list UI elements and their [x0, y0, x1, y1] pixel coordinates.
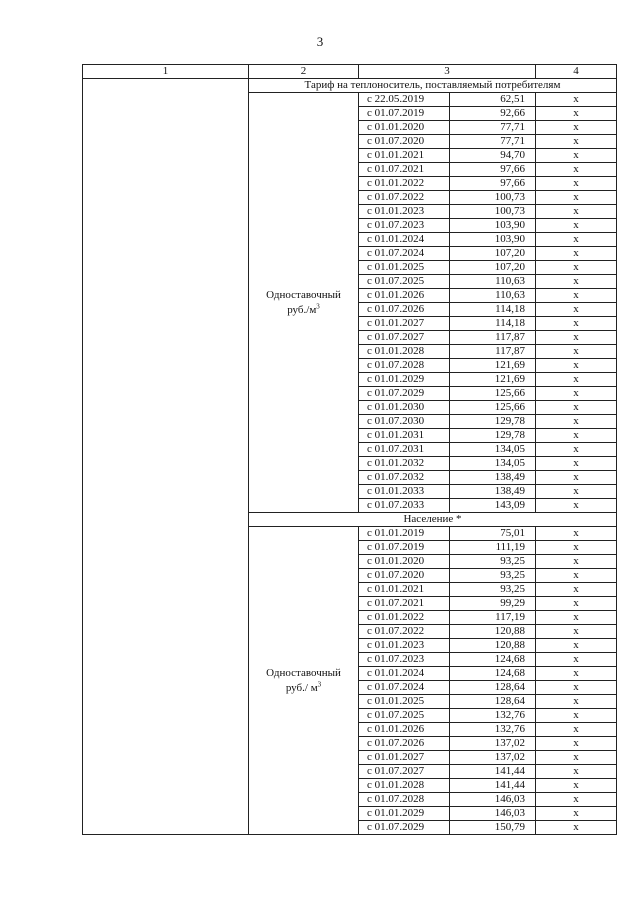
- value-cell: 128,64: [450, 681, 536, 695]
- mark-cell: x: [536, 709, 617, 723]
- mark-cell: x: [536, 219, 617, 233]
- mark-cell: x: [536, 345, 617, 359]
- value-cell: 103,90: [450, 219, 536, 233]
- value-cell: 97,66: [450, 177, 536, 191]
- mark-cell: x: [536, 429, 617, 443]
- date-cell: с 01.07.2032: [359, 471, 450, 485]
- value-cell: 132,76: [450, 723, 536, 737]
- date-cell: с 01.07.2033: [359, 499, 450, 513]
- value-cell: 138,49: [450, 471, 536, 485]
- value-cell: 114,18: [450, 303, 536, 317]
- value-cell: 134,05: [450, 443, 536, 457]
- date-cell: с 01.01.2028: [359, 345, 450, 359]
- date-cell: с 01.07.2020: [359, 569, 450, 583]
- mark-cell: x: [536, 779, 617, 793]
- section-title: Население *: [249, 513, 617, 527]
- date-cell: с 01.01.2027: [359, 317, 450, 331]
- value-cell: 93,25: [450, 555, 536, 569]
- mark-cell: x: [536, 177, 617, 191]
- value-cell: 121,69: [450, 373, 536, 387]
- value-cell: 137,02: [450, 751, 536, 765]
- value-cell: 77,71: [450, 121, 536, 135]
- mark-cell: x: [536, 723, 617, 737]
- tariff-table: [82, 64, 617, 835]
- mark-cell: x: [536, 471, 617, 485]
- value-cell: 129,78: [450, 415, 536, 429]
- mark-cell: x: [536, 793, 617, 807]
- date-cell: с 01.07.2023: [359, 653, 450, 667]
- value-cell: 103,90: [450, 233, 536, 247]
- mark-cell: x: [536, 653, 617, 667]
- section-title-row: [83, 79, 617, 93]
- date-cell: с 01.01.2021: [359, 149, 450, 163]
- unit-superscript: 3: [317, 679, 322, 688]
- value-cell: 143,09: [450, 499, 536, 513]
- mark-cell: x: [536, 373, 617, 387]
- date-cell: с 01.01.2026: [359, 723, 450, 737]
- date-cell: с 01.01.2023: [359, 205, 450, 219]
- mark-cell: x: [536, 121, 617, 135]
- mark-cell: x: [536, 317, 617, 331]
- value-cell: 141,44: [450, 765, 536, 779]
- value-cell: 138,49: [450, 485, 536, 499]
- date-cell: с 01.01.2025: [359, 261, 450, 275]
- value-cell: 150,79: [450, 821, 536, 835]
- date-cell: с 01.01.2027: [359, 751, 450, 765]
- mark-cell: x: [536, 639, 617, 653]
- date-cell: с 01.01.2031: [359, 429, 450, 443]
- value-cell: 125,66: [450, 401, 536, 415]
- unit-type-label: Одноставочный: [266, 288, 341, 301]
- mark-cell: x: [536, 387, 617, 401]
- unit-measure-text: руб./ м: [285, 681, 318, 694]
- mark-cell: x: [536, 597, 617, 611]
- header-col-3: 3: [359, 65, 536, 79]
- value-cell: 94,70: [450, 149, 536, 163]
- mark-cell: x: [536, 485, 617, 499]
- mark-cell: x: [536, 569, 617, 583]
- value-cell: 146,03: [450, 807, 536, 821]
- page-number: 3: [316, 34, 324, 49]
- value-cell: 62,51: [450, 93, 536, 107]
- date-cell: с 01.01.2021: [359, 583, 450, 597]
- date-cell: с 01.01.2025: [359, 695, 450, 709]
- mark-cell: x: [536, 625, 617, 639]
- mark-cell: x: [536, 611, 617, 625]
- value-cell: 93,25: [450, 583, 536, 597]
- date-cell: с 01.01.2029: [359, 373, 450, 387]
- mark-cell: x: [536, 261, 617, 275]
- value-cell: 107,20: [450, 247, 536, 261]
- mark-cell: x: [536, 415, 617, 429]
- unit-cell: [249, 93, 359, 513]
- value-cell: 117,87: [450, 331, 536, 345]
- date-cell: с 01.07.2019: [359, 107, 450, 121]
- mark-cell: x: [536, 163, 617, 177]
- mark-cell: x: [536, 583, 617, 597]
- value-cell: 121,69: [450, 359, 536, 373]
- date-cell: с 22.05.2019: [359, 93, 450, 107]
- date-cell: с 01.07.2031: [359, 443, 450, 457]
- date-cell: с 01.01.2019: [359, 527, 450, 541]
- date-cell: с 01.01.2032: [359, 457, 450, 471]
- date-cell: с 01.01.2020: [359, 555, 450, 569]
- value-cell: 124,68: [450, 653, 536, 667]
- column-1-cell: [83, 79, 249, 835]
- mark-cell: x: [536, 681, 617, 695]
- mark-cell: x: [536, 205, 617, 219]
- mark-cell: x: [536, 807, 617, 821]
- value-cell: 146,03: [450, 793, 536, 807]
- value-cell: 117,19: [450, 611, 536, 625]
- mark-cell: x: [536, 191, 617, 205]
- value-cell: 77,71: [450, 135, 536, 149]
- mark-cell: x: [536, 149, 617, 163]
- date-cell: с 01.07.2028: [359, 793, 450, 807]
- section-title: Тариф на теплоноситель, поставляемый потребителям: [249, 79, 617, 93]
- date-cell: с 01.07.2029: [359, 387, 450, 401]
- date-cell: с 01.01.2024: [359, 667, 450, 681]
- value-cell: 110,63: [450, 275, 536, 289]
- date-cell: с 01.07.2027: [359, 765, 450, 779]
- unit-type-label: Одноставочный: [266, 666, 341, 679]
- date-cell: с 01.01.2026: [359, 289, 450, 303]
- mark-cell: x: [536, 765, 617, 779]
- mark-cell: x: [536, 247, 617, 261]
- value-cell: 125,66: [450, 387, 536, 401]
- date-cell: с 01.01.2030: [359, 401, 450, 415]
- date-cell: с 01.01.2033: [359, 485, 450, 499]
- mark-cell: x: [536, 107, 617, 121]
- mark-cell: x: [536, 821, 617, 835]
- date-cell: с 01.07.2025: [359, 275, 450, 289]
- value-cell: 114,18: [450, 317, 536, 331]
- date-cell: с 01.07.2026: [359, 303, 450, 317]
- value-cell: 93,25: [450, 569, 536, 583]
- header-row: [83, 65, 617, 79]
- mark-cell: x: [536, 527, 617, 541]
- unit-measure-label: [249, 681, 358, 696]
- value-cell: 100,73: [450, 205, 536, 219]
- mark-cell: x: [536, 303, 617, 317]
- value-cell: 100,73: [450, 191, 536, 205]
- header-col-2: 2: [249, 65, 359, 79]
- mark-cell: x: [536, 275, 617, 289]
- mark-cell: x: [536, 555, 617, 569]
- date-cell: с 01.01.2028: [359, 779, 450, 793]
- date-cell: с 01.01.2023: [359, 639, 450, 653]
- mark-cell: x: [536, 401, 617, 415]
- value-cell: 128,64: [450, 695, 536, 709]
- date-cell: с 01.07.2024: [359, 247, 450, 261]
- mark-cell: x: [536, 737, 617, 751]
- mark-cell: x: [536, 289, 617, 303]
- mark-cell: x: [536, 135, 617, 149]
- mark-cell: x: [536, 93, 617, 107]
- mark-cell: x: [536, 233, 617, 247]
- date-cell: с 01.07.2023: [359, 219, 450, 233]
- date-cell: с 01.07.2024: [359, 681, 450, 695]
- value-cell: 134,05: [450, 457, 536, 471]
- mark-cell: x: [536, 541, 617, 555]
- value-cell: 120,88: [450, 625, 536, 639]
- value-cell: 75,01: [450, 527, 536, 541]
- header-col-4: 4: [536, 65, 617, 79]
- date-cell: с 01.07.2030: [359, 415, 450, 429]
- value-cell: 110,63: [450, 289, 536, 303]
- date-cell: с 01.07.2027: [359, 331, 450, 345]
- value-cell: 129,78: [450, 429, 536, 443]
- mark-cell: x: [536, 499, 617, 513]
- value-cell: 132,76: [450, 709, 536, 723]
- date-cell: с 01.07.2021: [359, 597, 450, 611]
- unit-cell: [249, 527, 359, 835]
- date-cell: с 01.07.2025: [359, 709, 450, 723]
- unit-measure-label: [249, 303, 358, 318]
- value-cell: 120,88: [450, 639, 536, 653]
- value-cell: 107,20: [450, 261, 536, 275]
- mark-cell: x: [536, 359, 617, 373]
- value-cell: 92,66: [450, 107, 536, 121]
- date-cell: с 01.07.2028: [359, 359, 450, 373]
- unit-superscript: 3: [316, 301, 320, 310]
- header-col-1: 1: [83, 65, 249, 79]
- value-cell: 97,66: [450, 163, 536, 177]
- date-cell: с 01.01.2029: [359, 807, 450, 821]
- date-cell: с 01.01.2024: [359, 233, 450, 247]
- date-cell: с 01.07.2021: [359, 163, 450, 177]
- value-cell: 99,29: [450, 597, 536, 611]
- mark-cell: x: [536, 667, 617, 681]
- mark-cell: x: [536, 443, 617, 457]
- mark-cell: x: [536, 331, 617, 345]
- date-cell: с 01.01.2020: [359, 121, 450, 135]
- unit-measure-text: руб./м: [287, 303, 317, 316]
- mark-cell: x: [536, 695, 617, 709]
- date-cell: с 01.07.2029: [359, 821, 450, 835]
- value-cell: 137,02: [450, 737, 536, 751]
- value-cell: 124,68: [450, 667, 536, 681]
- value-cell: 117,87: [450, 345, 536, 359]
- date-cell: с 01.07.2026: [359, 737, 450, 751]
- date-cell: с 01.01.2022: [359, 611, 450, 625]
- date-cell: с 01.07.2019: [359, 541, 450, 555]
- date-cell: с 01.01.2022: [359, 177, 450, 191]
- date-cell: с 01.07.2020: [359, 135, 450, 149]
- value-cell: 111,19: [450, 541, 536, 555]
- mark-cell: x: [536, 457, 617, 471]
- mark-cell: x: [536, 751, 617, 765]
- date-cell: с 01.07.2022: [359, 191, 450, 205]
- date-cell: с 01.07.2022: [359, 625, 450, 639]
- value-cell: 141,44: [450, 779, 536, 793]
